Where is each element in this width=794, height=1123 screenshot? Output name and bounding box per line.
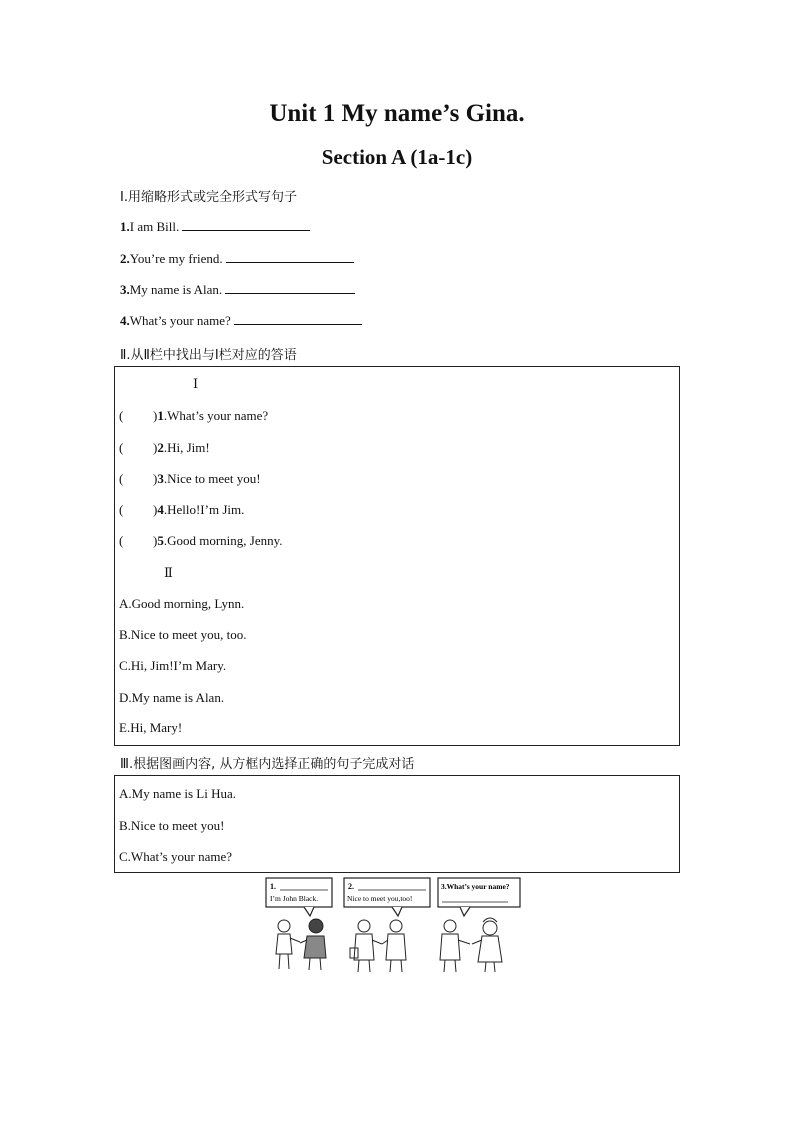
answer-d: D.My name is Alan. (119, 690, 225, 705)
page-title: Unit 1 My name’s Gina. (269, 100, 525, 127)
answer-paren[interactable]: ( (119, 440, 124, 455)
people-pair-2-icon (350, 920, 406, 972)
column-1-label: Ⅰ (193, 376, 199, 391)
people-pair-1-icon (276, 919, 326, 970)
answer-blank[interactable] (182, 218, 310, 231)
question-5: ( )5.Good morning, Jenny. (119, 533, 283, 548)
dialogue-illustration (264, 876, 522, 976)
bubble-3-num: 3.What’s your name? (441, 882, 510, 891)
bubble-1-text: I’m John Black. (270, 894, 319, 903)
answer-blank[interactable] (234, 312, 362, 325)
part1-item-1: 1.I am Bill. (120, 218, 310, 235)
question-2: ( )2.Hi, Jim! (119, 440, 210, 455)
bubble-2-text: Nice to meet you,too! (347, 894, 413, 903)
bubble-1-num: 1. (270, 882, 276, 891)
option-b: B.Nice to meet you! (119, 818, 225, 833)
option-a: A.My name is Li Hua. (119, 786, 236, 801)
bubble-2-num: 2. (348, 882, 354, 891)
question-3: ( )3.Nice to meet you! (119, 471, 261, 486)
column-2-label: Ⅱ (164, 565, 173, 580)
part1-item-4: 4.What’s your name? (120, 312, 362, 329)
answer-blank[interactable] (225, 281, 355, 294)
question-4: ( )4.Hello!I’m Jim. (119, 502, 245, 517)
answer-a: A.Good morning, Lynn. (119, 596, 245, 611)
answer-c: C.Hi, Jim!I’m Mary. (119, 658, 227, 673)
answer-blank[interactable] (226, 250, 354, 263)
part2-heading: Ⅱ.从Ⅱ栏中找出与Ⅰ栏对应的答语 (120, 348, 297, 363)
question-1: ( )1.What’s your name? (119, 408, 269, 423)
part1-item-3: 3.My name is Alan. (120, 281, 355, 298)
part3-heading: Ⅲ.根据图画内容, 从方框内选择正确的句子完成对话 (120, 757, 415, 772)
answer-b: B.Nice to meet you, too. (119, 627, 247, 642)
answer-paren[interactable]: ( (119, 502, 124, 517)
people-pair-3-icon (440, 918, 502, 972)
answer-paren[interactable]: ( (119, 408, 124, 423)
section-title: Section A (1a-1c) (321, 145, 473, 169)
answer-e: E.Hi, Mary! (119, 720, 183, 735)
answer-paren[interactable]: ( (119, 533, 124, 548)
part1-item-2: 2.You’re my friend. (120, 250, 354, 267)
part1-heading: Ⅰ.用缩略形式或完全形式写句子 (120, 190, 297, 205)
answer-paren[interactable]: ( (119, 471, 124, 486)
option-c: C.What’s your name? (119, 849, 232, 864)
